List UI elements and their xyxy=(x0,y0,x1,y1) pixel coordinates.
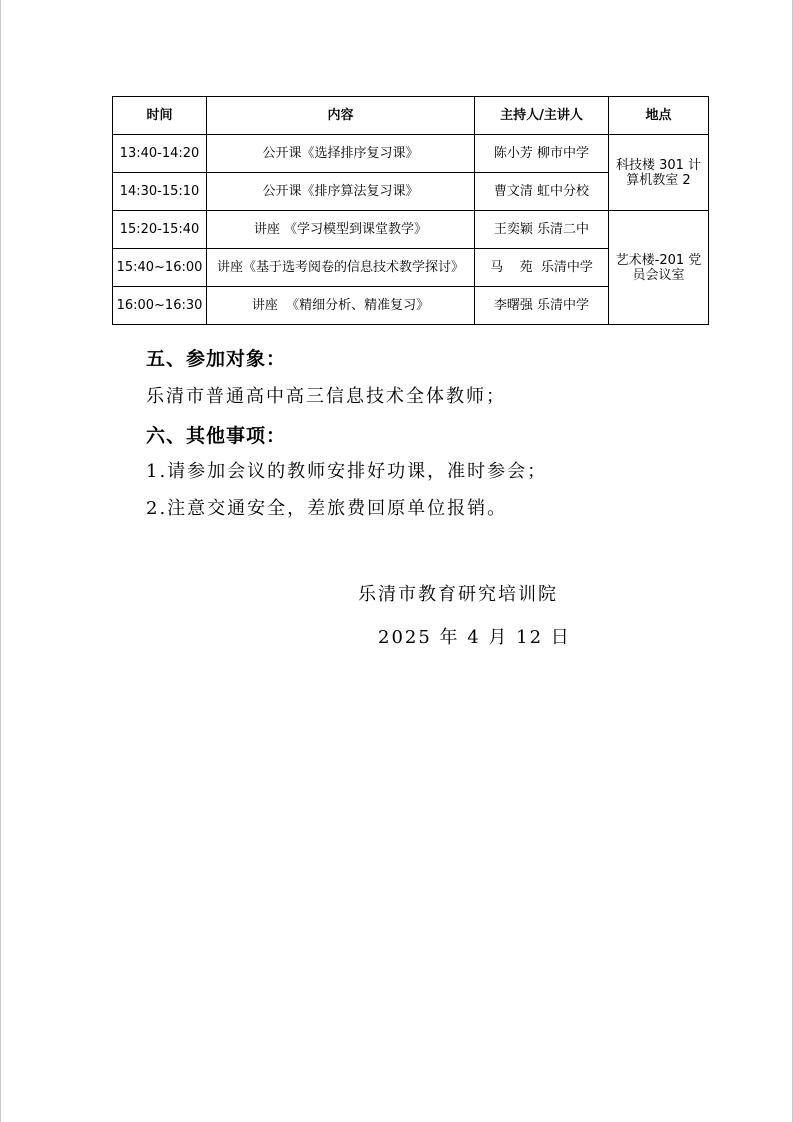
table-row xyxy=(113,211,709,249)
row-content: 讲座《基于选考阅卷的信息技术教学探讨》 xyxy=(207,249,475,287)
row-host: 马 苑 乐清中学 xyxy=(475,249,609,287)
signature-date: 2025 年 4 月 12 日 xyxy=(378,627,571,648)
header-time: 时间 xyxy=(113,97,207,135)
header-content: 内容 xyxy=(207,97,475,135)
row-host: 王奕颖 乐清二中 xyxy=(475,211,609,249)
row-host: 陈小芳 柳市中学 xyxy=(475,135,609,173)
list-item: 1.请参加会议的教师安排好功课，准时参会； xyxy=(146,461,548,482)
row-time: 15:40~16:00 xyxy=(113,249,207,287)
row-location: 艺术楼-201 党员会议室 xyxy=(609,211,709,325)
row-time: 16:00~16:30 xyxy=(113,287,207,325)
table-header-row xyxy=(113,97,709,135)
row-location: 科技楼 301 计算机教室 2 xyxy=(609,135,709,211)
row-content: 公开课《排序算法复习课》 xyxy=(207,173,475,211)
section6-heading: 六、其他事项： xyxy=(146,425,287,447)
list-item: 2.注意交通安全，差旅费回原单位报销。 xyxy=(146,498,508,519)
row-host: 曹文清 虹中分校 xyxy=(475,173,609,211)
page-edge-left xyxy=(0,0,1,1122)
row-content: 公开课《选择排序复习课》 xyxy=(207,135,475,173)
row-content: 讲座 《学习模型到课堂教学》 xyxy=(207,211,475,249)
signature-organization: 乐清市教育研究培训院 xyxy=(358,584,558,605)
header-host: 主持人/主讲人 xyxy=(475,97,609,135)
table-row xyxy=(113,135,709,173)
row-time: 14:30-15:10 xyxy=(113,173,207,211)
row-time: 13:40-14:20 xyxy=(113,135,207,173)
header-location: 地点 xyxy=(609,97,709,135)
row-time: 15:20-15:40 xyxy=(113,211,207,249)
section5-text: 乐清市普通高中高三信息技术全体教师； xyxy=(146,386,506,407)
schedule-table xyxy=(112,96,709,325)
row-content: 讲座 《精细分析、精准复习》 xyxy=(207,287,475,325)
row-host: 李曙强 乐清中学 xyxy=(475,287,609,325)
section5-heading: 五、参加对象： xyxy=(146,348,287,370)
